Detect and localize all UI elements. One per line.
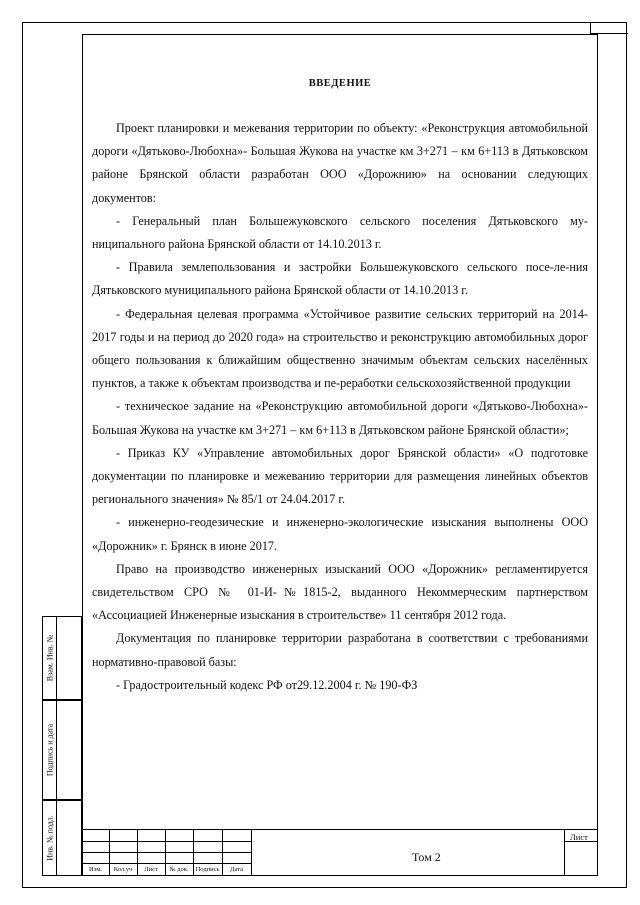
margin-label-inv: Инв. № подл. [45,815,54,861]
margin-stamp-vzam [42,616,82,700]
title-block [82,829,598,876]
margin-label-podpis: Подпись и дата [45,723,54,777]
paragraph: - инженерно-геодезические и инженерно-экологические изыскания выполнены ООО «Дорожник» г. Брянск в июне 2017. [92,515,588,553]
header-izm: Изм. [89,866,102,873]
header-kol-uch: Кол.уч [113,866,133,873]
margin-label-vzam: Взам. Инв. № [45,634,54,682]
document-title: ВВЕДЕНИЕ [308,78,372,89]
corner-tab [590,22,628,34]
paragraph: - Федеральная целевая программа «Устойчивое развитие сельских территорий на 2014-2017 годы и на период до 2020 года» на строительство и реконструкцию автомобильных дорог общего пользования к ближайшим общественно значимым объектам сельских населённых пунктов, а также к объектам производства и пе-реработки сельскохозяйственной продукции [92,306,588,391]
paragraph: - Правила землепользования и застройки Большежуковского сельского посе-ле-ния Дятьковского муниципального района Брянской области от 14.10.2013 г. [92,260,588,298]
header-doc-no: № док. [169,866,189,873]
paragraph: Право на производство инженерных изысканий ООО «Дорожник» регламентируется свидетельством СРО № 01-И-№1815-2, выданного Некоммерческим партнерством «Ассоциацией Инженерные изыскания в строительстве» 11 сентября 2012 года. [92,561,588,623]
document-body [92,78,588,697]
paragraph: Проект планировки и межевания территории по объекту: «Реконструкция автомобильной дороги «Дятьково-Любохна»- Большая Жукова на участке км 3+271 – км 6+113 в Дятьковском районе Брянской области разработан ООО «Дорожнию» на основании следующих документов: [92,121,588,205]
margin-stamp-inv [42,800,82,876]
paragraph: - Градостроительный кодекс РФ от29.12.2004 г. № 190-ФЗ [116,677,418,692]
sheet-label: Лист [570,832,588,842]
paragraph: - техническое задание на «Реконструкцию автомобильной дороги «Дятьково-Любохна»- Большая Жукова на участке км 3+271 – км 6+113 в Дятьковском районе Брянской области»; [92,399,588,437]
margin-stamp-podpis [42,700,82,800]
paragraph: - Приказ КУ «Управление автомобильных дорог Брянской области» «О подготовке документации по планировке и межеванию территории для размещения линейных объектов регионального значения» № 85/1 от 24.04.2017 г. [92,445,588,507]
header-list: Лист [144,866,158,873]
paragraph: Документация по планировке территории разработана в соответствии с требованиями нормативно-правовой базы: [92,631,588,669]
volume-label: Том 2 [412,850,441,864]
header-podpis: Подпись [195,866,220,873]
paragraph: - Генеральный план Большежуковского сельского поселения Дятьковского му-ниципального района Брянской области от 14.10.2013 г. [92,213,588,252]
header-data: Дата [230,866,243,873]
